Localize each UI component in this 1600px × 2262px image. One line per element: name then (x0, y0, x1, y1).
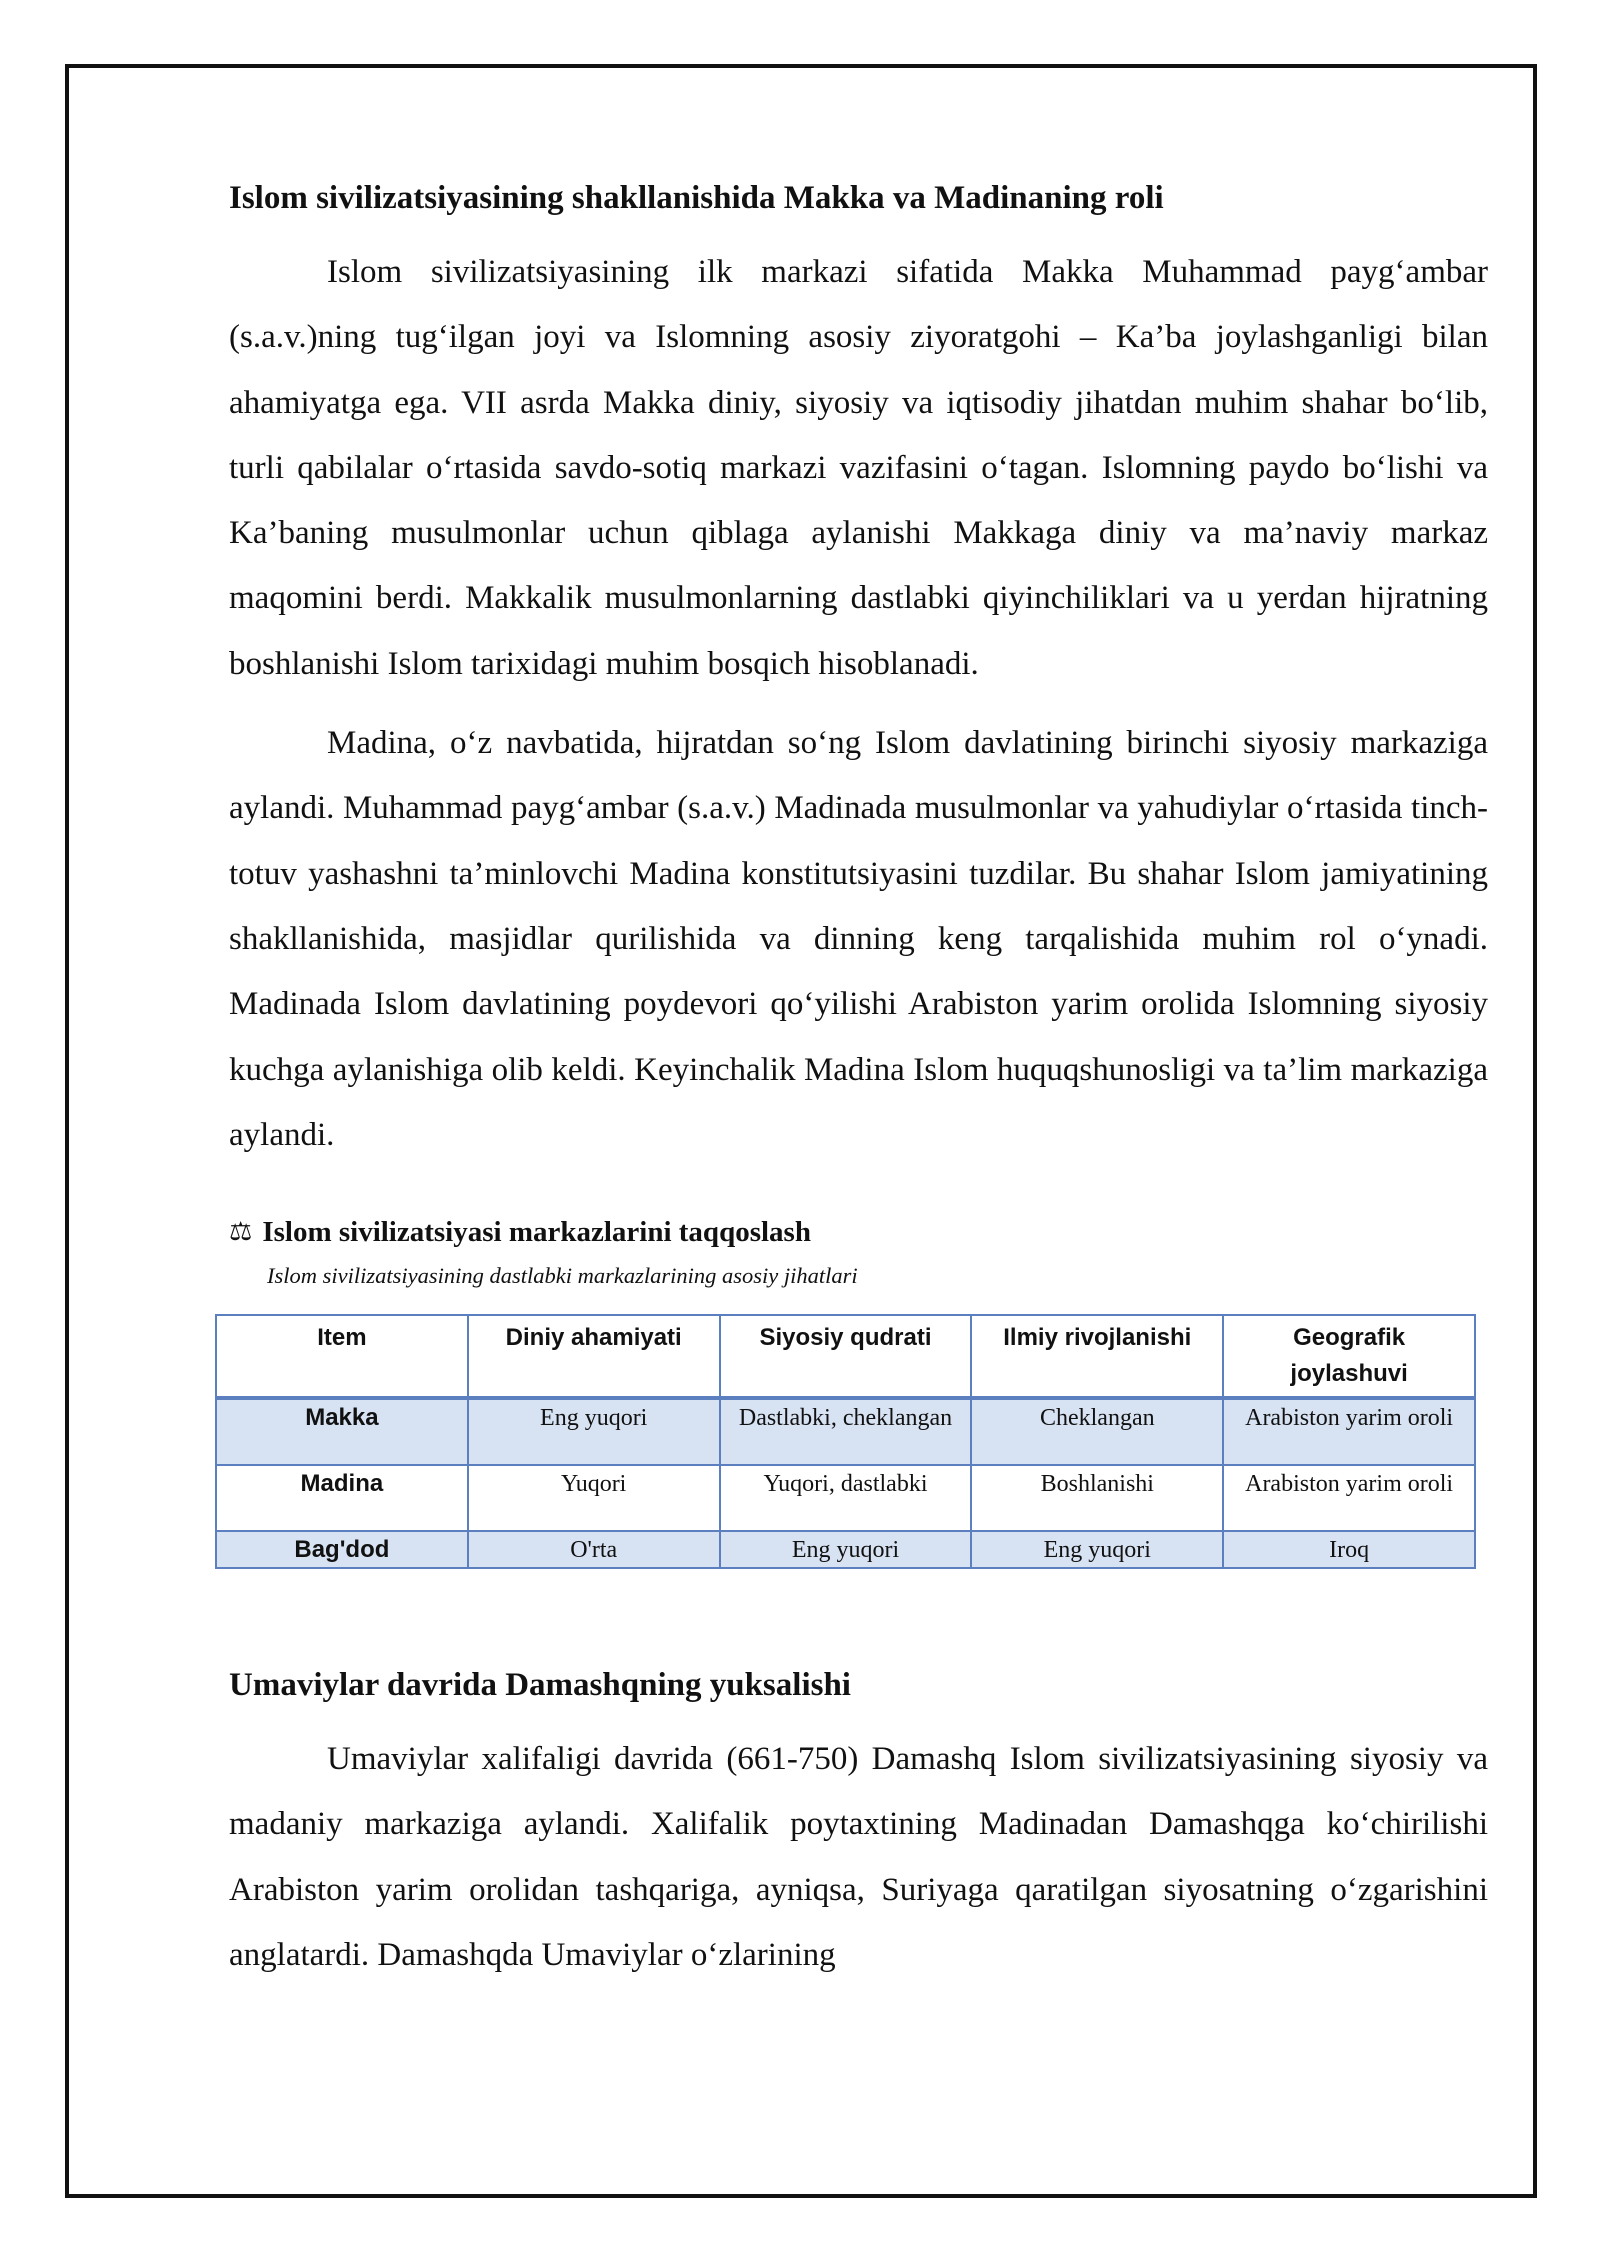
table-cell: Arabiston yarim oroli (1223, 1465, 1475, 1531)
table-title-text: Islom sivilizatsiyasi markazlarini taqqoslash (262, 1216, 811, 1249)
table-cell: Eng yuqori (971, 1531, 1223, 1568)
table-row (216, 1398, 1475, 1465)
paragraph-makka: Islom sivilizatsiyasining ilk markazi sifatida Makka Muhammad payg‘ambar (s.a.v.)ning tug‘ilgan joyi va Islomning asosiy ziyoratgohi – Ka’ba joylashganligi bilan ahamiyatga ega. VII asrda Makka diniy, siyosiy va iqtisodiy jihatdan muhim shahar bo‘lib, turli qabilalar o‘rtasida savdo-sotiq markazi vazifasini o‘tagan. Islomning paydo bo‘lishi va Ka’baning musulmonlar uchun qiblaga aylanishi Makkaga diniy va ma’naviy markaz maqomini berdi. Makkalik musulmonlarning dastlabki qiyinchiliklari va u yerdan hijratning boshlanishi Islom tarixidagi muhim bosqich hisoblanadi. (229, 254, 1488, 682)
table-cell: O'rta (468, 1531, 720, 1568)
table-cell: Yuqori, dastlabki (720, 1465, 972, 1531)
table-cell: Arabiston yarim oroli (1223, 1398, 1475, 1465)
section-heading-makka-madina: Islom sivilizatsiyasining shakllanishida Makka va Madinaning roli (229, 180, 1164, 216)
table-cell: Yuqori (468, 1465, 720, 1531)
section-damashq (229, 1657, 1488, 1988)
paragraph-umaviylar: Umaviylar xalifaligi davrida (661-750) Damashq Islom sivilizatsiyasining siyosiy va madaniy markaziga aylandi. Xalifalik poytaxtining Madinadan Damashqga ko‘chirilishi Arabiston yarim orolidan tashqariga, ayniqsa, Suriyaga qaratilgan siyosatning o‘zgarishini anglatardi. Damashqda Umaviylar o‘zlarining (229, 1741, 1488, 1974)
table-header-row (216, 1315, 1475, 1398)
row-header-cell: Bag'dod (216, 1531, 468, 1568)
column-header: Geografik joylashuvi (1223, 1315, 1475, 1398)
table-row (216, 1531, 1475, 1568)
column-header: Siyosiy qudrati (720, 1315, 972, 1398)
document-body (229, 170, 1488, 1988)
table-cell: Dastlabki, cheklangan (720, 1398, 972, 1465)
column-header: Item (216, 1315, 468, 1398)
column-header: Ilmiy rivojlanishi (971, 1315, 1223, 1398)
table-cell: Cheklangan (971, 1398, 1223, 1465)
table-title (229, 1210, 1488, 1254)
table-cell: Boshlanishi (971, 1465, 1223, 1531)
row-header-cell: Madina (216, 1465, 468, 1531)
row-header-cell: Makka (216, 1398, 468, 1465)
paragraph-madina: Madina, o‘z navbatida, hijratdan so‘ng Islom davlatining birinchi siyosiy markaziga aylandi. Muhammad payg‘ambar (s.a.v.) Madinada musulmonlar va yahudiylar o‘rtasida tinch-totuv yashashni ta’minlovchi Madina konstitutsiyasini tuzdilar. Bu shahar Islom jamiyatining shakllanishida, masjidlar qurilishida va dinning keng tarqalishida muhim rol o‘ynadi. Madinada Islom davlatining poydevori qo‘yilishi Arabiston yarim orolida Islomning siyosiy kuchga aylanishiga olib keldi. Keyinchalik Madina Islom huquqshunosligi va ta’lim markaziga aylandi. (229, 725, 1488, 1153)
column-header: Diniy ahamiyati (468, 1315, 720, 1398)
section-heading-damashq: Umaviylar davrida Damashqning yuksalishi (229, 1667, 851, 1704)
table-caption: Islom sivilizatsiyasining dastlabki markazlarining asosiy jihatlari (267, 1263, 858, 1289)
table-cell: Eng yuqori (468, 1398, 720, 1465)
table-cell: Eng yuqori (720, 1531, 972, 1568)
scale-icon: ⚖ (229, 1217, 253, 1247)
table-row (216, 1465, 1475, 1531)
comparison-table (215, 1314, 1476, 1569)
comparison-table-section (229, 1210, 1488, 1569)
table-cell: Iroq (1223, 1531, 1475, 1568)
